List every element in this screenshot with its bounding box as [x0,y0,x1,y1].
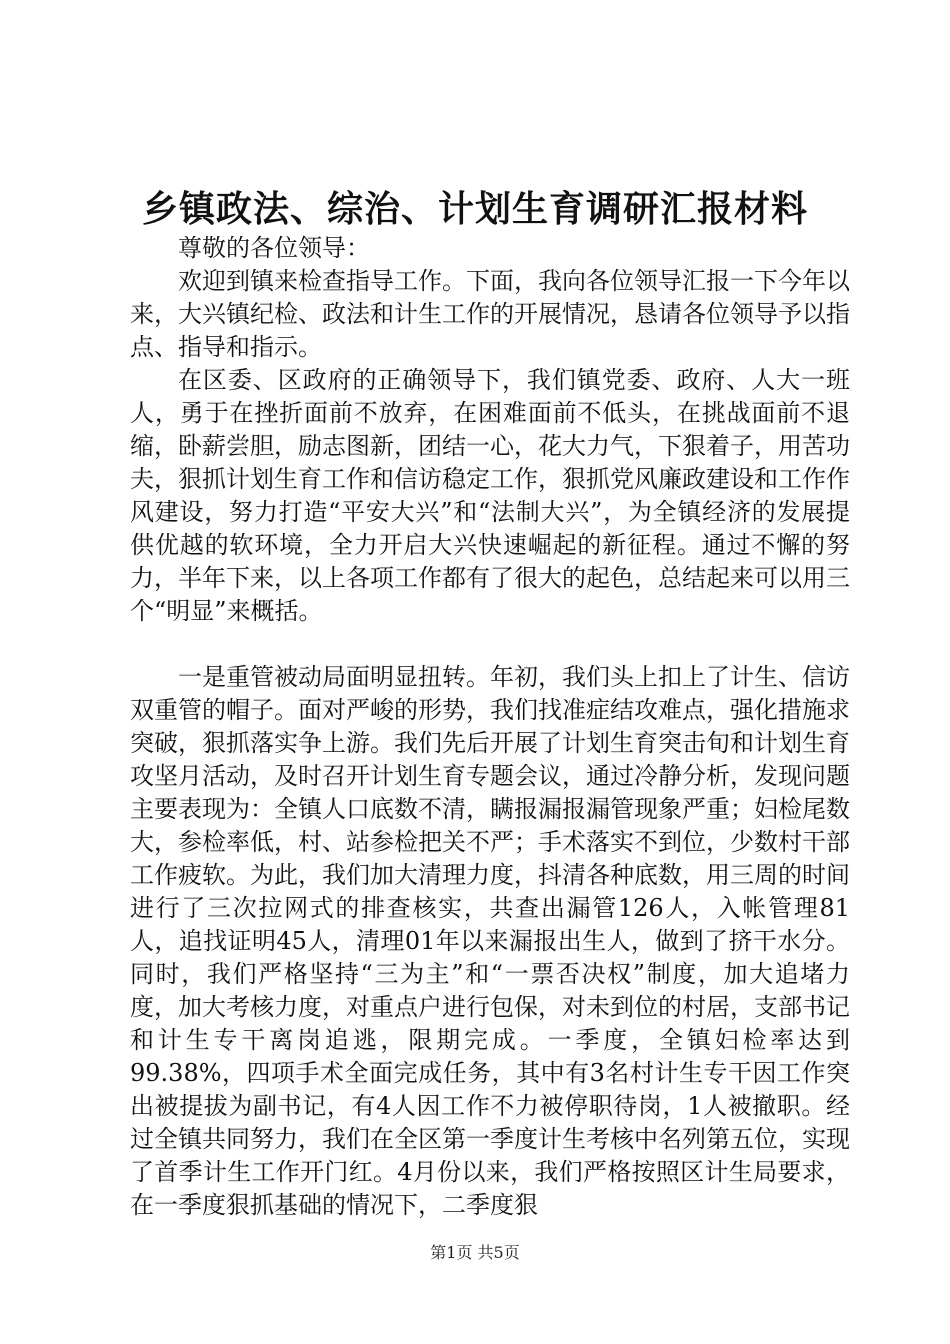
document-body [130,232,850,1222]
paragraph-intro: 欢迎到镇来检查指导工作。下面，我向各位领导汇报一下今年以来，大兴镇纪检、政法和计生工作的开展情况，恳请各位领导予以指点、指导和指示。 [130,267,850,361]
paragraph-leadership: 在区委、区政府的正确领导下，我们镇党委、政府、人大一班人，勇于在挫折面前不放弃，在困难面前不低头，在挑战面前不退缩，卧薪尝胆，励志图新，团结一心，花大力气，下狠着子，用苦功夫，狠抓计划生育工作和信访稳定工作，狠抓党风廉政建设和工作作风建设，努力打造“平安大兴”和“法制大兴”，为全镇经济的发展提供优越的软环境，全力开启大兴快速崛起的新征程。通过不懈的努力，半年下来，以上各项工作都有了很大的起色，总结起来可以用三个“明显”来概括。 [130,366,850,625]
paragraph-point-one: 一是重管被动局面明显扭转。年初，我们头上扣上了计生、信访双重管的帽子。面对严峻的形势，我们找准症结攻难点，强化措施求突破，狠抓落实争上游。我们先后开展了计划生育突击旬和计划生育攻坚月活动，及时召开计划生育专题会议，通过冷静分析，发现问题主要表现为：全镇人口底数不清，瞒报漏报漏管现象严重；妇检尾数大，参检率低，村、站参检把关不严；手术落实不到位，少数村干部工作疲软。为此，我们加大清理力度，抖清各种底数，用三周的时间进行了三次拉网式的排查核实，共查出漏管126人，入帐管理81人，追找证明45人，清理01年以来漏报出生人，做到了挤干水分。同时，我们严格坚持“三为主”和“一票否决权”制度，加大追堵力度，加大考核力度，对重点户进行包保，对未到位的村居，支部书记和计生专干离岗追逃，限期完成。一季度，全镇妇检率达到99.38%，四项手术全面完成任务，其中有3名村计生专干因工作突出被提拔为副书记，有4人因工作不力被停职待岗，1人被撤职。经过全镇共同努力，我们在全区第一季度计生考核中名列第五位，实现了首季计生工作开门红。4月份以来，我们严格按照区计生局要求，在一季度狠抓基础的情况下，二季度狠 [130,663,850,1219]
page-footer: 第1页 共5页 [430,1243,520,1262]
document-title: 乡镇政法、综治、计划生育调研汇报材料 [141,188,808,230]
salutation: 尊敬的各位领导： [178,234,370,262]
